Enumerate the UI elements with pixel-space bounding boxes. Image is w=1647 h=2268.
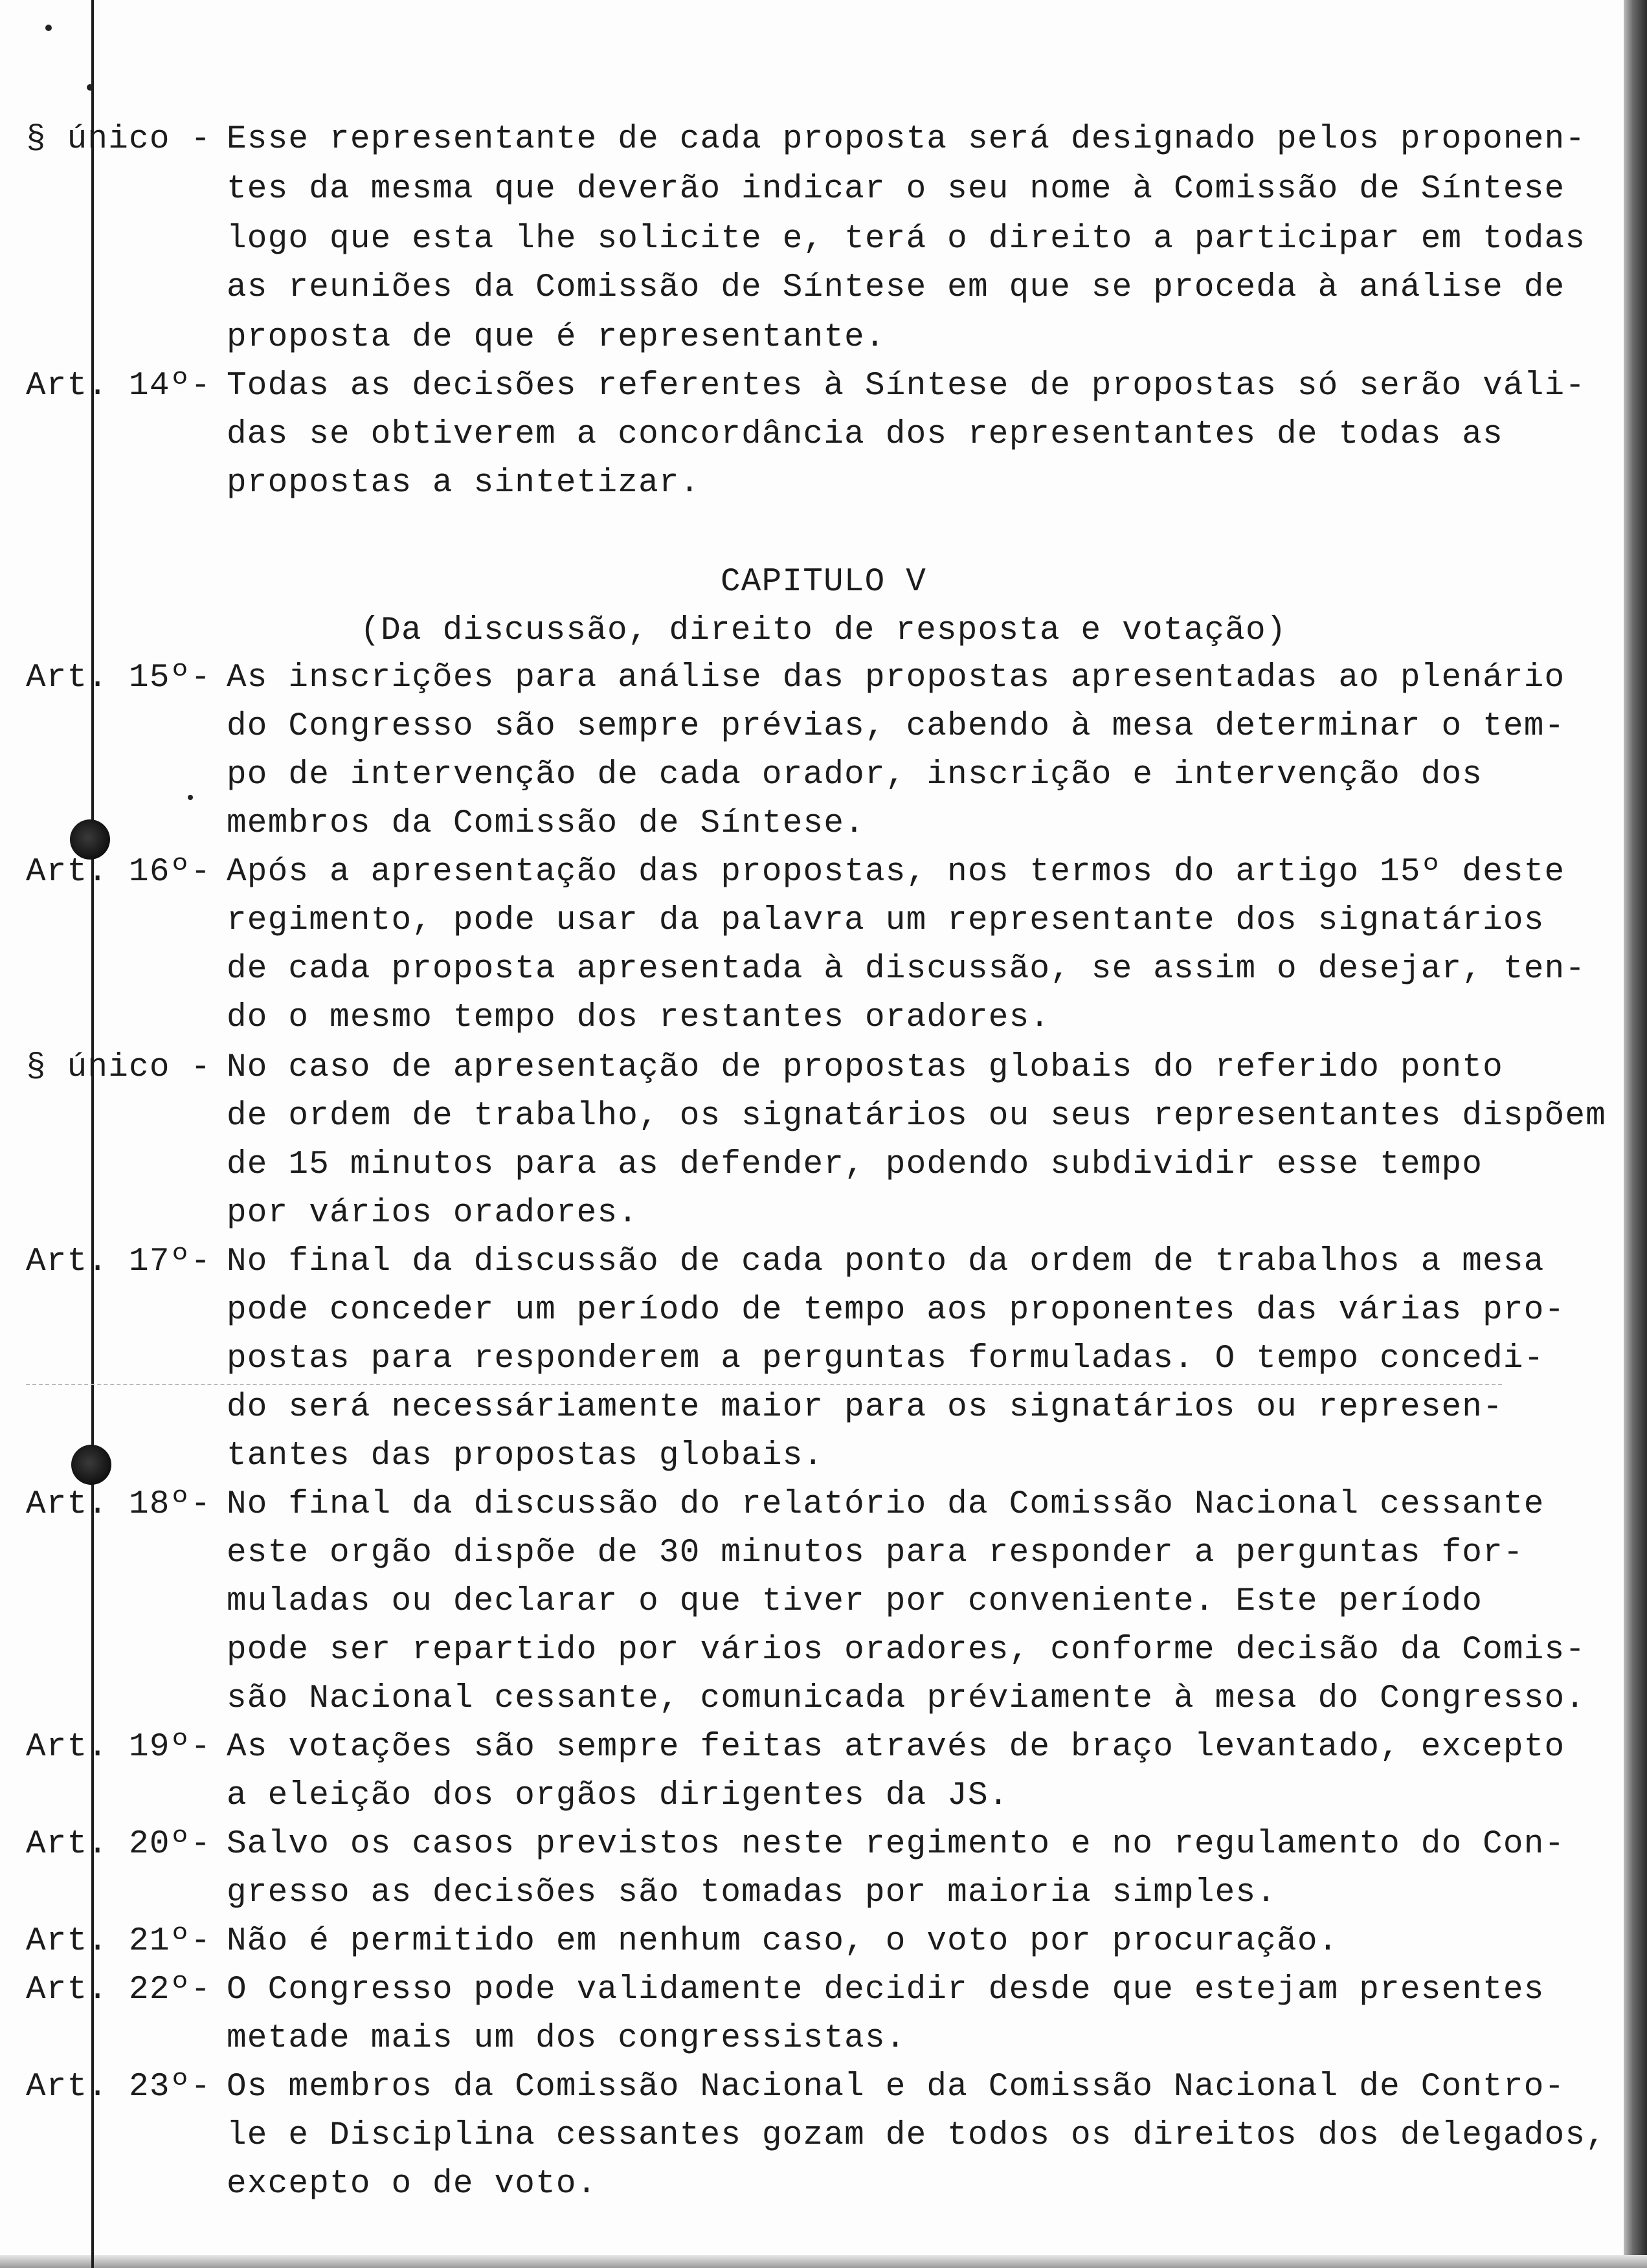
text-line: tantes das propostas globais. <box>227 1438 824 1474</box>
ink-mark <box>188 795 193 800</box>
text-line: Não é permitido em nenhum caso, o voto por procuração. <box>227 1923 1339 1960</box>
chapter-title: CAPITULO V <box>720 564 927 601</box>
text-line: de cada proposta apresentada à discussão, se assim o desejar, ten- <box>227 951 1586 988</box>
text-line: gresso as decisões são tomadas por maioria simples. <box>227 1874 1277 1911</box>
block-label: Art. 16º- <box>26 854 212 891</box>
text-line: le e Disciplina cessantes gozam de todos os direitos dos delegados, <box>227 2117 1606 2154</box>
text-line: logo que esta lhe solicite e, terá o direito a participar em todas <box>227 221 1586 258</box>
text-line: Salvo os casos previstos neste regimento e no regulamento do Con- <box>227 1826 1565 1863</box>
text-line: pode conceder um período de tempo aos proponentes das várias pro- <box>227 1292 1565 1329</box>
text-line: Todas as decisões referentes à Síntese de propostas só serão váli- <box>227 368 1586 405</box>
ink-mark <box>87 84 93 91</box>
text-line: No caso de apresentação de propostas globais do referido ponto <box>227 1049 1503 1086</box>
text-line: tes da mesma que deverão indicar o seu nome à Comissão de Síntese <box>227 171 1565 208</box>
faint-rule <box>26 1384 1502 1385</box>
text-line: Esse representante de cada proposta será designado pelos proponen- <box>227 121 1586 158</box>
block-label: Art. 22º- <box>26 1972 212 2008</box>
text-line: as reuniões da Comissão de Síntese em que se proceda à análise de <box>227 269 1565 306</box>
text-line: este orgão dispõe de 30 minutos para responder a perguntas for- <box>227 1535 1524 1572</box>
text-line: metade mais um dos congressistas. <box>227 2020 906 2057</box>
text-line: do o mesmo tempo dos restantes oradores. <box>227 999 1051 1036</box>
ink-mark <box>45 25 52 31</box>
text-line: membros da Comissão de Síntese. <box>227 805 865 842</box>
block-label: Art. 23º- <box>26 2069 212 2106</box>
text-line: por vários oradores. <box>227 1195 639 1232</box>
text-line: proposta de que é representante. <box>227 319 886 356</box>
block-label: § único - <box>26 121 212 158</box>
text-line: excepto o de voto. <box>227 2166 598 2203</box>
block-label: Art. 14º- <box>26 368 212 405</box>
block-label: Art. 21º- <box>26 1923 212 1960</box>
text-line: de ordem de trabalho, os signatários ou seus representantes dispõem <box>227 1098 1606 1135</box>
scan-edge-bottom <box>0 2255 1647 2268</box>
punch-hole <box>71 1445 111 1485</box>
text-line: po de intervenção de cada orador, inscrição e intervenção dos <box>227 757 1483 794</box>
text-line: regimento, pode usar da palavra um representante dos signatários <box>227 902 1545 939</box>
block-label: Art. 18º- <box>26 1486 212 1523</box>
text-line: As votações são sempre feitas através de braço levantado, excepto <box>227 1729 1565 1766</box>
text-line: de 15 minutos para as defender, podendo subdividir esse tempo <box>227 1146 1483 1183</box>
scan-edge-right <box>1624 0 1647 2268</box>
text-line: são Nacional cessante, comunicada préviamente à mesa do Congresso. <box>227 1680 1586 1717</box>
text-line: do será necessáriamente maior para os signatários ou represen- <box>227 1389 1503 1426</box>
text-line: propostas a sintetizar. <box>227 465 700 502</box>
block-label: Art. 19º- <box>26 1729 212 1766</box>
block-label: Art. 20º- <box>26 1826 212 1863</box>
text-line: pode ser repartido por vários oradores, conforme decisão da Comis- <box>227 1632 1586 1669</box>
text-line: muladas ou declarar o que tiver por conveniente. Este período <box>227 1583 1483 1620</box>
block-label: § único - <box>26 1049 212 1086</box>
chapter-subtitle: (Da discussão, direito de resposta e votação) <box>360 612 1287 649</box>
text-line: postas para responderem a perguntas formuladas. O tempo concedi- <box>227 1340 1545 1377</box>
block-label: Art. 17º- <box>26 1243 212 1280</box>
text-line: do Congresso são sempre prévias, cabendo à mesa determinar o tem- <box>227 708 1565 745</box>
text-line: No final da discussão do relatório da Comissão Nacional cessante <box>227 1486 1545 1523</box>
text-line: das se obtiverem a concordância dos representantes de todas as <box>227 416 1503 453</box>
text-line: As inscrições para análise das propostas apresentadas ao plenário <box>227 660 1565 696</box>
block-label: Art. 15º- <box>26 660 212 696</box>
text-line: Os membros da Comissão Nacional e da Comissão Nacional de Contro- <box>227 2069 1565 2106</box>
text-line: O Congresso pode validamente decidir desde que estejam presentes <box>227 1972 1545 2008</box>
text-line: No final da discussão de cada ponto da ordem de trabalhos a mesa <box>227 1243 1545 1280</box>
text-line: a eleição dos orgãos dirigentes da JS. <box>227 1777 1009 1814</box>
text-line: Após a apresentação das propostas, nos termos do artigo 15º deste <box>227 854 1565 891</box>
